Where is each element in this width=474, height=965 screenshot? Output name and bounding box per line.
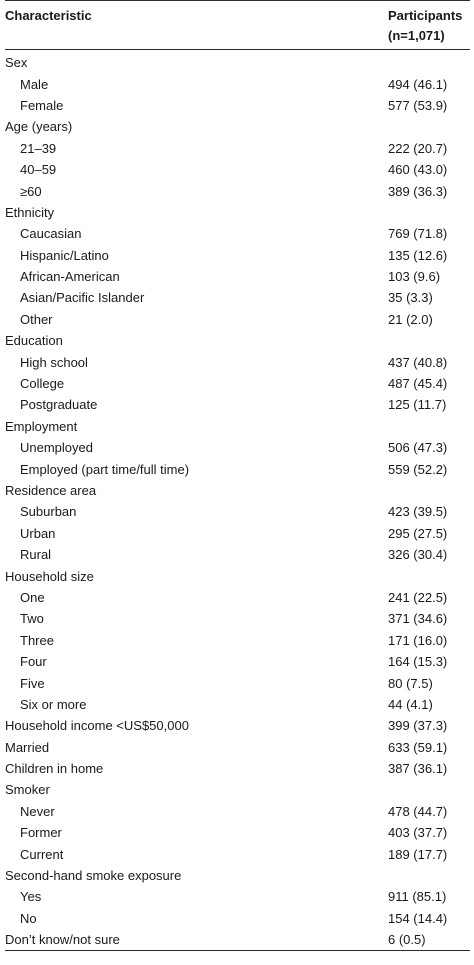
row-label: African-American (20, 269, 120, 285)
row-value: 506 (47.3) (388, 440, 448, 456)
row-label: Four (20, 654, 47, 670)
table-bottom-rule (5, 950, 470, 951)
row-value: 44 (4.1) (388, 696, 433, 712)
header-participants-line1: Participants (388, 8, 463, 23)
row-label: Hispanic/Latino (20, 247, 109, 263)
row-label: Two (20, 611, 44, 627)
table-row (5, 73, 470, 94)
row-value: 154 (14.4) (388, 910, 448, 926)
row-value: 35 (3.3) (388, 290, 433, 306)
row-label: Education (5, 333, 63, 349)
row-value: 423 (39.5) (388, 504, 448, 520)
row-label: Three (20, 632, 54, 648)
table-row (5, 437, 470, 458)
table-row (5, 138, 470, 159)
row-value: 135 (12.6) (388, 247, 448, 263)
row-label: Ethnicity (5, 204, 55, 220)
table-body (5, 50, 470, 950)
row-value: 241 (22.5) (388, 589, 448, 605)
row-label: Urban (20, 525, 56, 541)
row-value: 125 (11.7) (388, 397, 447, 413)
row-label: One (20, 589, 45, 605)
row-label: Employment (5, 418, 78, 434)
table-row (5, 116, 470, 137)
table-row (5, 587, 470, 608)
row-label: Employed (part time/full time) (20, 461, 190, 477)
row-value: 80 (7.5) (388, 675, 433, 691)
table-row (5, 608, 470, 629)
table-row (5, 651, 470, 672)
table-row (5, 394, 470, 415)
table-row (5, 865, 470, 886)
table-row (5, 52, 470, 73)
row-label: Married (5, 739, 50, 755)
table-row (5, 672, 470, 693)
row-value: 577 (53.9) (388, 97, 448, 113)
row-label: Don’t know/not sure (5, 932, 120, 948)
row-value: 478 (44.7) (388, 803, 448, 819)
table-row (5, 202, 470, 223)
row-label: Never (20, 803, 55, 819)
row-label: Household income <US$50,000 (5, 718, 189, 734)
row-label: College (20, 376, 65, 392)
row-label: Second-hand smoke exposure (5, 868, 182, 884)
row-label: Former (20, 825, 62, 841)
table-row (5, 159, 470, 180)
row-label: High school (20, 354, 88, 370)
table-row (5, 779, 470, 800)
table-row (5, 501, 470, 522)
row-value: 222 (20.7) (388, 140, 448, 156)
row-label: No (20, 910, 37, 926)
table-row (5, 801, 470, 822)
table-row (5, 758, 470, 779)
header-characteristic: Characteristic (5, 8, 92, 23)
row-value: 295 (27.5) (388, 525, 448, 541)
table-row (5, 908, 470, 929)
row-value: 164 (15.3) (388, 654, 448, 670)
row-value: 494 (46.1) (388, 76, 448, 92)
header-participants-line2: (n=1,071) (388, 28, 445, 43)
table-row (5, 565, 470, 586)
row-value: 403 (37.7) (388, 825, 448, 841)
row-label: Other (20, 311, 53, 327)
table-row (5, 245, 470, 266)
row-label: Caucasian (20, 226, 82, 242)
row-label: Age (years) (5, 119, 73, 135)
row-label: 40–59 (20, 162, 57, 178)
table-row (5, 929, 470, 950)
row-value: 387 (36.1) (388, 761, 448, 777)
table-row (5, 822, 470, 843)
table-row (5, 630, 470, 651)
row-value: 559 (52.2) (388, 461, 448, 477)
header-participants (388, 6, 470, 46)
row-label: Five (20, 675, 45, 691)
row-value: 6 (0.5) (388, 932, 426, 948)
table-row (5, 95, 470, 116)
row-label: Household size (5, 568, 94, 584)
row-value: 911 (85.1) (388, 889, 447, 905)
table-row (5, 373, 470, 394)
row-value: 389 (36.3) (388, 183, 448, 199)
row-value: 437 (40.8) (388, 354, 448, 370)
row-label: Yes (20, 889, 42, 905)
table-row (5, 886, 470, 907)
table-row (5, 737, 470, 758)
table-row (5, 416, 470, 437)
row-label: Suburban (20, 504, 77, 520)
row-label: Rural (20, 547, 52, 563)
table-row (5, 544, 470, 565)
row-value: 487 (45.4) (388, 376, 448, 392)
table-row (5, 180, 470, 201)
table-row (5, 309, 470, 330)
row-label: Female (20, 97, 64, 113)
table-header (5, 1, 470, 49)
table-row (5, 523, 470, 544)
row-value: 171 (16.0) (388, 632, 448, 648)
table-row (5, 266, 470, 287)
row-value: 103 (9.6) (388, 269, 441, 285)
table-row (5, 287, 470, 308)
row-label: 21–39 (20, 140, 57, 156)
table-row (5, 694, 470, 715)
row-value: 189 (17.7) (388, 846, 448, 862)
row-value: 326 (30.4) (388, 547, 448, 563)
row-label: Male (20, 76, 49, 92)
row-value: 769 (71.8) (388, 226, 448, 242)
row-label: Smoker (5, 782, 50, 798)
table-row (5, 480, 470, 501)
row-label: Asian/Pacific Islander (20, 290, 145, 306)
row-label: Postgraduate (20, 397, 98, 413)
table-row (5, 351, 470, 372)
row-label: Sex (5, 55, 28, 71)
row-value: 633 (59.1) (388, 739, 448, 755)
row-label: Unemployed (20, 440, 93, 456)
row-value: 21 (2.0) (388, 311, 433, 327)
row-label: Current (20, 846, 64, 862)
row-label: ≥60 (20, 183, 42, 199)
table-row (5, 330, 470, 351)
table-row (5, 715, 470, 736)
row-label: Residence area (5, 483, 97, 498)
table-row (5, 843, 470, 864)
row-value: 399 (37.3) (388, 718, 448, 734)
row-label: Children in home (5, 761, 104, 777)
table-row (5, 458, 470, 479)
row-value: 460 (43.0) (388, 162, 448, 178)
table-row (5, 223, 470, 244)
row-value: 371 (34.6) (388, 611, 448, 627)
row-label: Six or more (20, 696, 87, 712)
